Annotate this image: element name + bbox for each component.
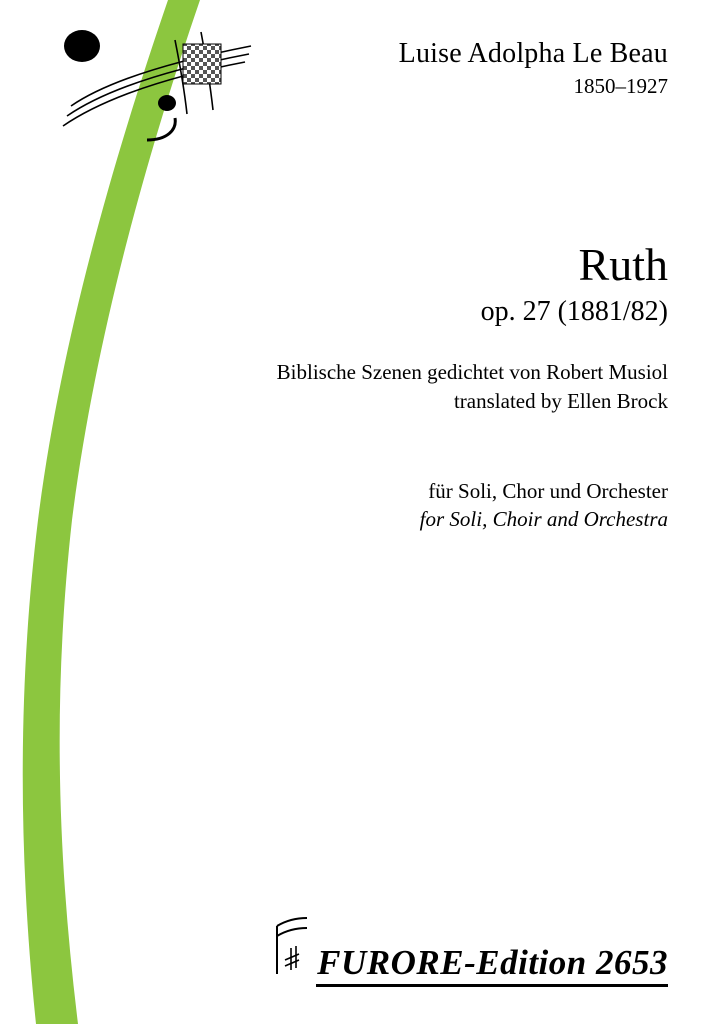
composer-block	[399, 36, 668, 100]
composer-dates: 1850–1927	[573, 74, 668, 99]
title-block	[480, 239, 668, 328]
publisher-name: FURORE-Edition 2653	[317, 943, 668, 982]
forces-block	[420, 477, 668, 534]
subtitle-german: Biblische Szenen gedichtet von Robert Musiol	[276, 360, 668, 384]
subtitle-block	[277, 358, 668, 416]
work-title: Ruth	[578, 239, 668, 290]
music-staff-decoration-icon	[55, 18, 265, 163]
subtitle-english: translated by Ellen Brock	[453, 388, 668, 413]
furore-notes-logo-icon	[267, 916, 313, 978]
work-opus: op. 27 (1881/82)	[480, 296, 668, 327]
forces-english: for Soli, Choir and Orchestra	[419, 507, 668, 532]
forces-german: für Soli, Chor und Orchester	[428, 479, 668, 503]
composer-name: Luise Adolpha Le Beau	[398, 38, 668, 69]
publisher-block	[267, 916, 668, 980]
publisher-rule	[316, 984, 668, 987]
